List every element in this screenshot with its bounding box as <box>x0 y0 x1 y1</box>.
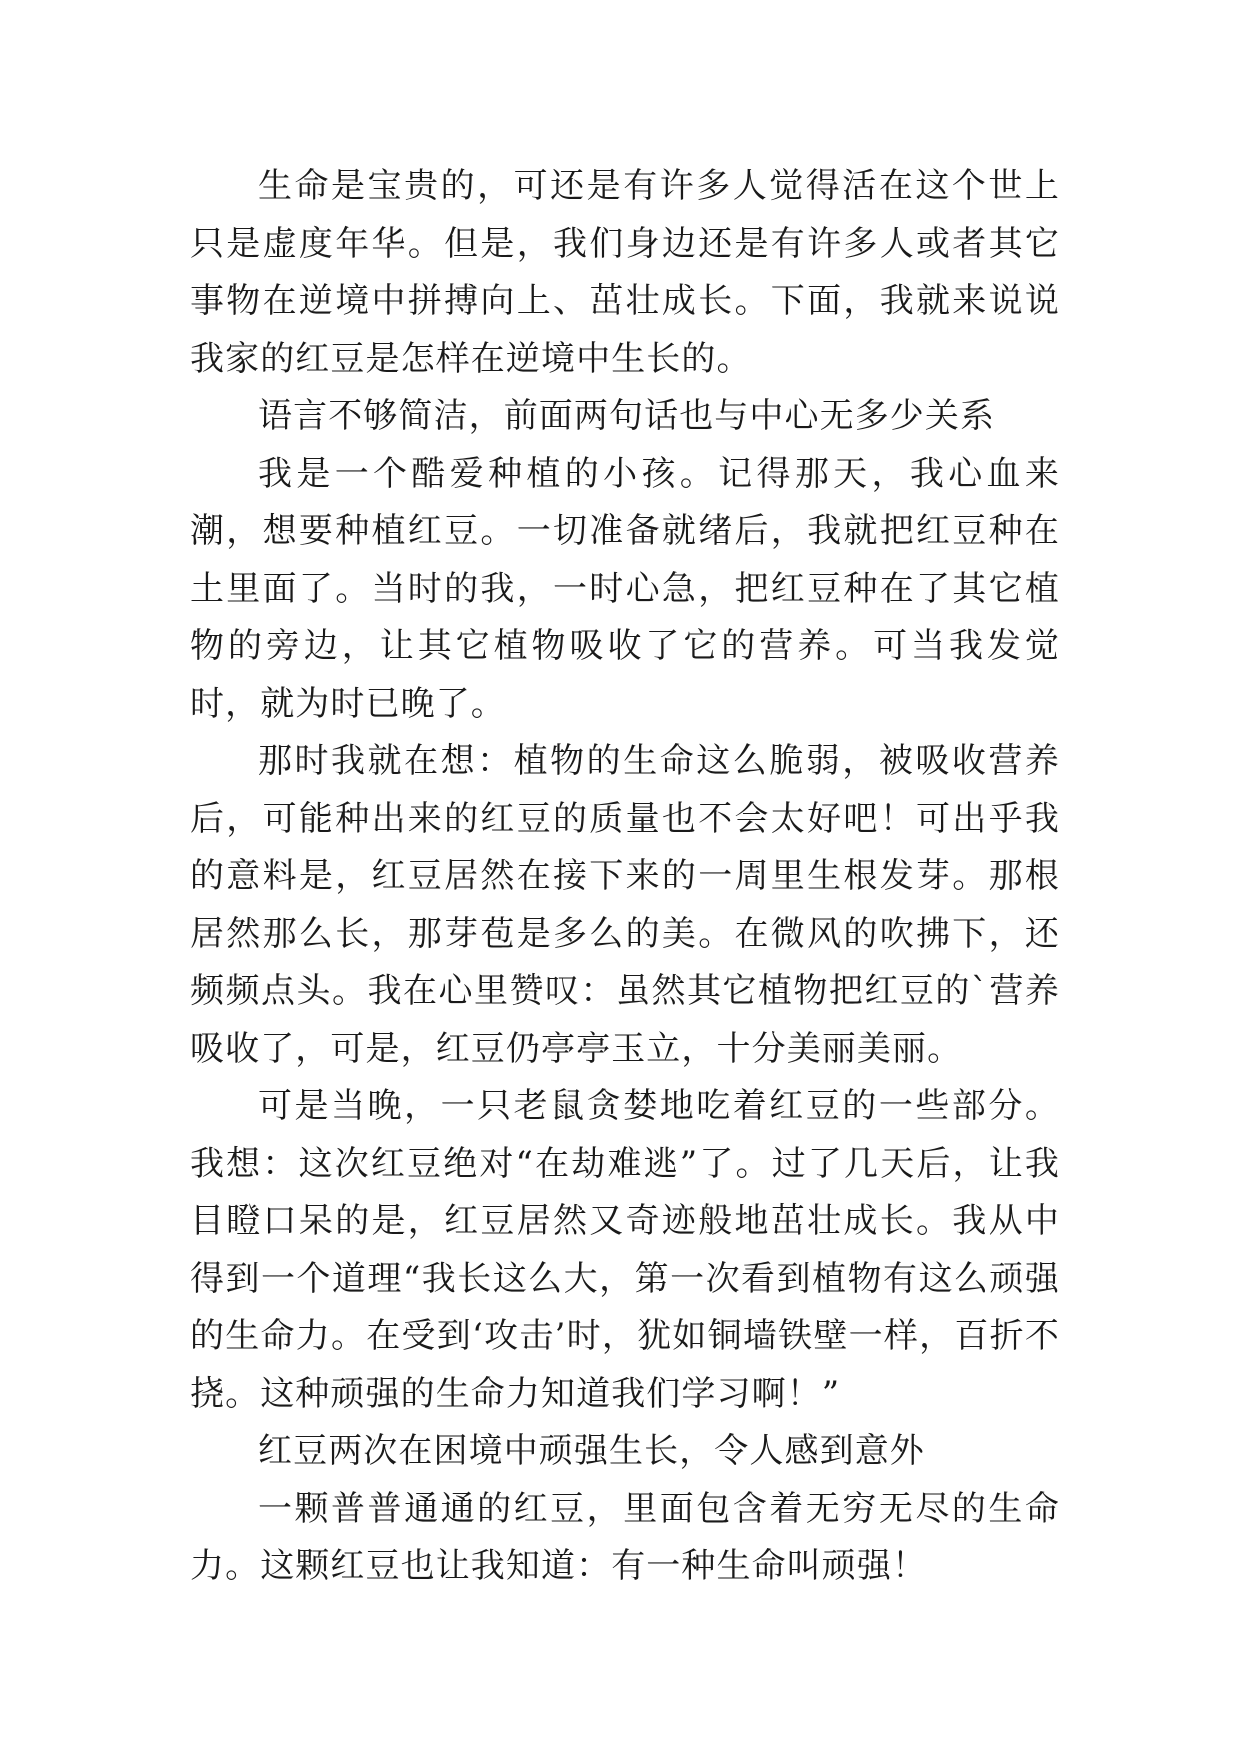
paragraph-mouse: 可是当晚，一只老鼠贪婪地吃着红豆的一些部分。我想：这次红豆绝对“在劫难逃”了。过了几天后，让我目瞪口呆的是，红豆居然又奇迹般地茁壮成长。我从中得到一个道理“我长这么大，第一次看到植物有这么顽强的生命力。在受到‘攻击’时，犹如铜墙铁壁一样，百折不挠。这种顽强的生命力知道我们学习啊！” <box>190 1086 1060 1414</box>
paragraph-sprouting: 那时我就在想：植物的生命这么脆弱，被吸收营养后，可能种出来的红豆的质量也不会太好吧！可出乎我的意料是，红豆居然在接下来的一周里生根发芽。那根居然那么长，那芽苞是多么的美。在微风的吹拂下，还频频点头。我在心里赞叹：虽然其它植物把红豆的`营养吸收了，可是，红豆仍亭亭玉立，十分美丽美丽。 <box>190 741 1060 1069</box>
essay-body <box>190 158 1060 1596</box>
paragraph-conclusion: 一颗普普通通的红豆，里面包含着无穷无尽的生命力。这颗红豆也让我知道：有一种生命叫顽强！ <box>190 1488 1060 1586</box>
teacher-comment-1: 语言不够简洁，前面两句话也与中心无多少关系 <box>258 396 996 436</box>
paragraph-planting: 我是一个酷爱种植的小孩。记得那天，我心血来潮，想要种植红豆。一切准备就绪后，我就把红豆种在土里面了。当时的我，一时心急，把红豆种在了其它植物的旁边，让其它植物吸收了它的营养。可当我发觉时，就为时已晚了。 <box>190 453 1060 724</box>
paragraph-intro: 生命是宝贵的，可还是有许多人觉得活在这个世上只是虚度年华。但是，我们身边还是有许多人或者其它事物在逆境中拼搏向上、茁壮成长。下面，我就来说说我家的红豆是怎样在逆境中生长的。 <box>190 166 1060 379</box>
teacher-comment-2: 红豆两次在困境中顽强生长，令人感到意外 <box>258 1431 925 1471</box>
